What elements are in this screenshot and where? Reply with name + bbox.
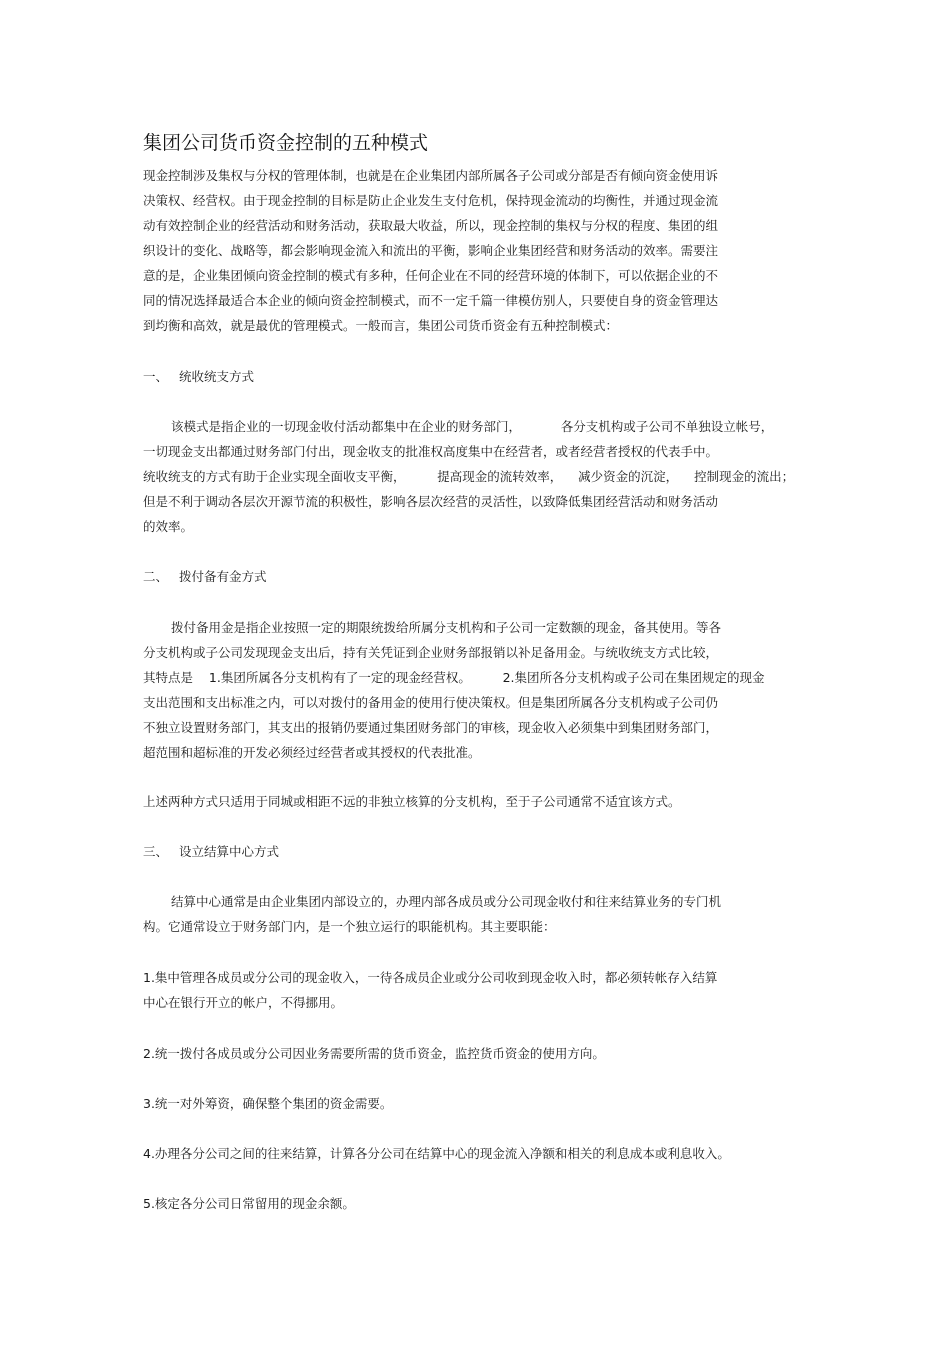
- intro-line: 决策权、经营权。由于现金控制的目标是防止企业发生支付危机，保持现金流动的均衡性，并通过现金流: [143, 193, 719, 208]
- page-title: 集团公司货币资金控制的五种模式: [143, 132, 429, 154]
- list-item: 2.统一拨付各成员或分公司因业务需要所需的货币资金，监控货币资金的使用方向。: [143, 1046, 605, 1061]
- list-item-continued: 中心在银行开立的帐户，不得挪用。: [143, 995, 344, 1010]
- list-item: 3.统一对外筹资，确保整个集团的资金需要。: [143, 1096, 393, 1111]
- section-number: 二、: [143, 569, 169, 584]
- paragraph-line: 一切现金支出都通过财务部门付出，现金收支的批准权高度集中在经营者，或者经营者授权的代表手中。: [143, 444, 719, 459]
- paragraph-line: 构。它通常设立于财务部门内，是一个独立运行的职能机构。其主要职能：: [143, 919, 556, 934]
- paragraph-line: 该模式是指企业的一切现金收付活动都集中在企业的财务部门， 各分支机构或子公司不单独设立帐号，: [171, 419, 774, 434]
- section-heading: 拨付备有金方式: [179, 569, 267, 584]
- list-item: 5.核定各分公司日常留用的现金余额。: [143, 1196, 355, 1211]
- paragraph-line: 的效率。: [143, 519, 194, 534]
- intro-line: 意的是，企业集团倾向资金控制的模式有多种，任何企业在不同的经营环境的体制下，可以依据企业的不: [143, 268, 719, 283]
- section-number: 三、: [143, 844, 169, 859]
- paragraph-line: 支出范围和支出标准之内，可以对拨付的备用金的使用行使决策权。但是集团所属各分支机构或子公司仍: [143, 695, 719, 710]
- paragraph-line: 但是不利于调动各层次开源节流的积极性，影响各层次经营的灵活性，以致降低集团经营活动和财务活动: [143, 494, 719, 509]
- list-item: 4.办理各分公司之间的往来结算，计算各分公司在结算中心的现金流入净额和相关的利息成本或利息收入。: [143, 1146, 730, 1161]
- intro-line: 到均衡和高效，就是最优的管理模式。一般而言，集团公司货币资金有五种控制模式：: [143, 318, 619, 333]
- list-item: 1.集中管理各成员或分公司的现金收入，一待各成员企业或分公司收到现金收入时，都必须转帐存入结算: [143, 970, 718, 985]
- intro-line: 织设计的变化、战略等，都会影响现金流入和流出的平衡，影响企业集团经营和财务活动的效率。需要注: [143, 243, 719, 258]
- section-heading: 设立结算中心方式: [179, 844, 280, 859]
- paragraph-line: 其特点是 1.集团所属各分支机构有了一定的现金经营权。 2.集团所各分支机构或子公司在集团规定的现金: [143, 670, 765, 685]
- paragraph-line: 分支机构或子公司发现现金支出后，持有关凭证到企业财务部报销以补足备用金。与统收统支方式比较，: [143, 645, 719, 660]
- intro-line: 现金控制涉及集权与分权的管理体制，也就是在企业集团内部所属各子公司或分部是否有倾向资金使用诉: [143, 168, 719, 183]
- paragraph-line: 结算中心通常是由企业集团内部设立的，办理内部各成员或分公司现金收付和往来结算业务的专门机: [171, 894, 722, 909]
- paragraph-line: 不独立设置财务部门，其支出的报销仍要通过集团财务部门的审核，现金收入必须集中到集团财务部门，: [143, 720, 719, 735]
- paragraph-line: 统收统支的方式有助于企业实现全面收支平衡， 提高现金的流转效率， 减少资金的沉淀， 控制现金的流出；: [143, 469, 795, 484]
- paragraph-line: 拨付备用金是指企业按照一定的期限统拨给所属分支机构和子公司一定数额的现金，备其使用。等各: [171, 620, 722, 635]
- section-heading: 统收统支方式: [179, 369, 255, 384]
- intro-line: 动有效控制企业的经营活动和财务活动，获取最大收益，所以，现金控制的集权与分权的程度、集团的组: [143, 218, 719, 233]
- intro-line: 同的情况选择最适合本企业的倾向资金控制模式，而不一定千篇一律模仿别人，只要使自身的资金管理达: [143, 293, 719, 308]
- note-line: 上述两种方式只适用于同城或相距不远的非独立核算的分支机构，至于子公司通常不适宜该方式。: [143, 794, 681, 809]
- paragraph-line: 超范围和超标准的开发必须经过经营者或其授权的代表批准。: [143, 745, 481, 760]
- section-number: 一、: [143, 369, 169, 384]
